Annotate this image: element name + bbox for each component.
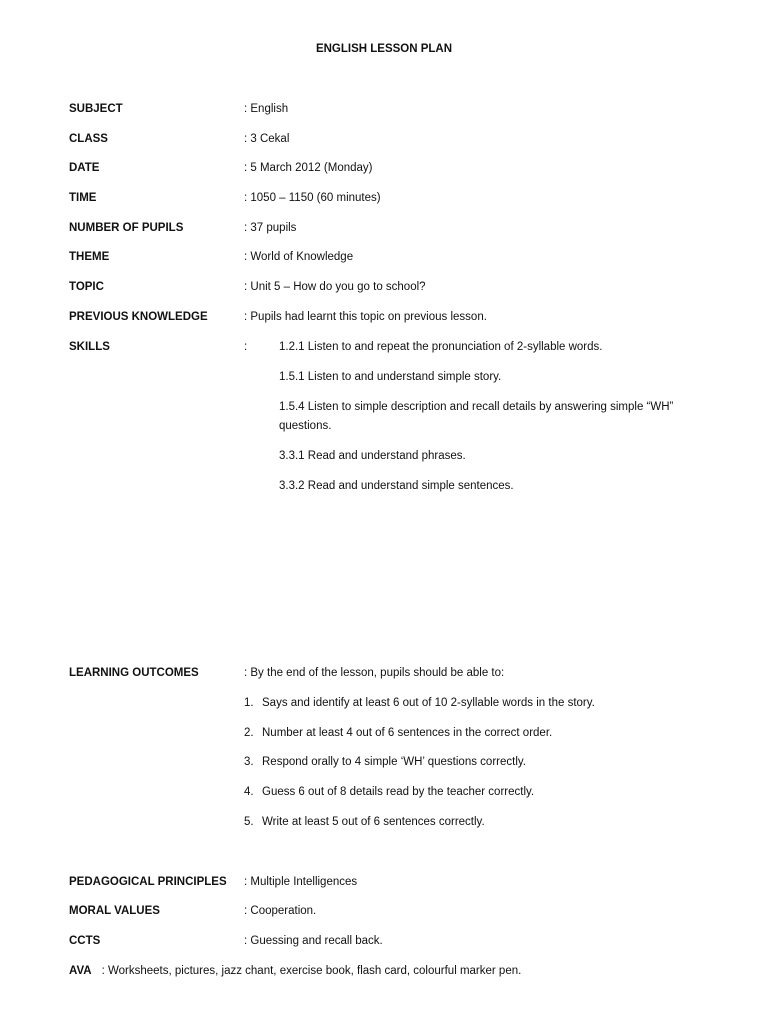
field-label: LEARNING OUTCOMES (69, 667, 199, 679)
field-value: : Pupils had learnt this topic on previous lesson. (244, 311, 487, 323)
field-value: : Multiple Intelligences (244, 876, 358, 888)
field-value: : By the end of the lesson, pupils should be able to: (244, 667, 505, 679)
field-value: : 5 March 2012 (Monday) (244, 162, 373, 174)
outcome-item (244, 725, 552, 741)
outcome-text: Says and identify at least 6 out of 10 2-syllable words in the story. (262, 697, 595, 709)
field-value: : Worksheets, pictures, jazz chant, exercise book, flash card, colourful marker pen. (101, 965, 522, 977)
skill-item: 1.5.1 Listen to and understand simple story. (279, 371, 502, 383)
skill-item: 3.3.1 Read and understand phrases. (279, 450, 466, 462)
field-value: : Unit 5 – How do you go to school? (244, 281, 426, 293)
skill-item: 1.2.1 Listen to and repeat the pronunciation of 2-syllable words. (279, 341, 603, 353)
field-label: CLASS (69, 133, 108, 145)
field-value: : (244, 341, 248, 353)
field-label: DATE (69, 162, 100, 174)
field-label: AVA (69, 965, 92, 977)
outcome-item (244, 814, 485, 830)
field-label: MORAL VALUES (69, 905, 160, 917)
outcome-item (244, 695, 595, 711)
field-label: NUMBER OF PUPILS (69, 222, 184, 234)
skill-item: 3.3.2 Read and understand simple sentences. (279, 480, 514, 492)
outcome-item (244, 784, 534, 800)
outcome-text: Number at least 4 out of 6 sentences in the correct order. (262, 727, 553, 739)
outcome-number: 1. (244, 697, 254, 709)
outcome-text: Respond orally to 4 simple ‘WH’ questions correctly. (262, 756, 526, 768)
outcome-text: Guess 6 out of 8 details read by the teacher correctly. (262, 786, 535, 798)
field-value: : Guessing and recall back. (244, 935, 383, 947)
outcome-text: Write at least 5 out of 6 sentences correctly. (262, 816, 485, 828)
field-label: PEDAGOGICAL PRINCIPLES (69, 876, 227, 888)
skill-item: 1.5.4 Listen to simple description and recall details by answering simple “WH” (279, 401, 674, 413)
field-value: : 1050 – 1150 (60 minutes) (244, 192, 381, 204)
field-label: PREVIOUS KNOWLEDGE (69, 311, 208, 323)
field-label: TIME (69, 192, 97, 204)
field-value: : 37 pupils (244, 222, 297, 234)
field-label: SUBJECT (69, 103, 123, 115)
field-value: : Cooperation. (244, 905, 317, 917)
outcome-number: 3. (244, 756, 254, 768)
outcome-number: 5. (244, 816, 254, 828)
field-label: THEME (69, 251, 110, 263)
field-label: CCTS (69, 935, 101, 947)
outcome-number: 2. (244, 727, 254, 739)
field-value: : English (244, 103, 289, 115)
skill-item-continued: questions. (279, 420, 332, 432)
field-value: : 3 Cekal (244, 133, 290, 145)
field-label: TOPIC (69, 281, 104, 293)
field-ava (69, 963, 521, 979)
field-value: : World of Knowledge (244, 251, 354, 263)
outcome-number: 4. (244, 786, 254, 798)
field-label: SKILLS (69, 341, 110, 353)
document-title: ENGLISH LESSON PLAN (315, 43, 453, 55)
outcome-item (244, 754, 526, 770)
